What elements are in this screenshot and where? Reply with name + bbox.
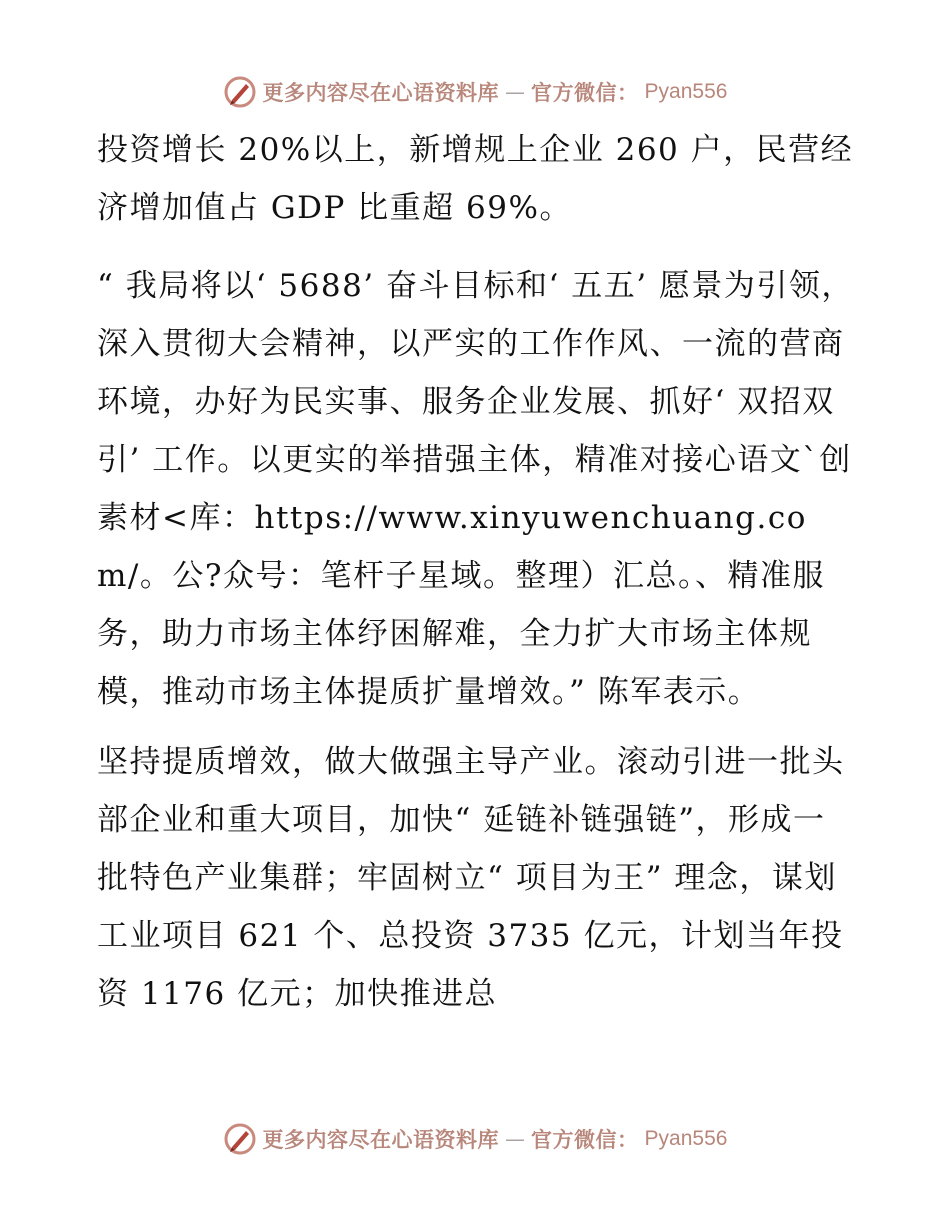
watermark-main-text: 更多内容尽在心语资料库	[262, 80, 500, 105]
header-watermark	[0, 72, 950, 112]
paragraph-3: 坚持提质增效，做大做强主导产业。滚动引进一批头部企业和重大项目，加快“ 延链补链强链”，形成一批特色产业集群；牢固树立“ 项目为王” 理念，谋划工业项目 621 个、总投资 3735 亿元，计划当年投资 1176 亿元；加快推进总	[97, 744, 845, 1012]
watermark-separator: —	[505, 1127, 526, 1151]
paragraph-2: “ 我局将以‘ 5688’ 奋斗目标和‘ 五五’ 愿景为引领，深入贯彻大会精神，以严实的工作作风、一流的营商环境，办好为民实事、服务企业发展、抓好‘ 双招双引’ 工作。以更实的举措强主体，精准对接心语文`创素材<库：https://www.xinyuwenchuang.com/。公?众号：笔杆子星域。整理）汇总。、精准服务，助力市场主体纾困解难，全力扩大市场主体规模，推动市场主体提质扩量增效。” 陈军表示。	[97, 268, 854, 710]
watermark-main-text: 更多内容尽在心语资料库	[262, 1127, 500, 1152]
watermark-wechat-id: Pyan556	[644, 1127, 728, 1150]
pen-logo-icon	[223, 1122, 257, 1156]
watermark-official-label: 官方微信：	[531, 1127, 639, 1152]
watermark-wechat-id: Pyan556	[644, 80, 728, 103]
document-body	[97, 121, 857, 1035]
watermark-official-label: 官方微信：	[531, 80, 639, 105]
paragraph-1: 投资增长 20%以上，新增规上企业 260 户，民营经济增加值占 GDP 比重超 69%。	[97, 132, 854, 226]
pen-logo-icon	[223, 75, 257, 109]
footer-watermark	[0, 1119, 950, 1159]
watermark-separator: —	[505, 80, 526, 104]
